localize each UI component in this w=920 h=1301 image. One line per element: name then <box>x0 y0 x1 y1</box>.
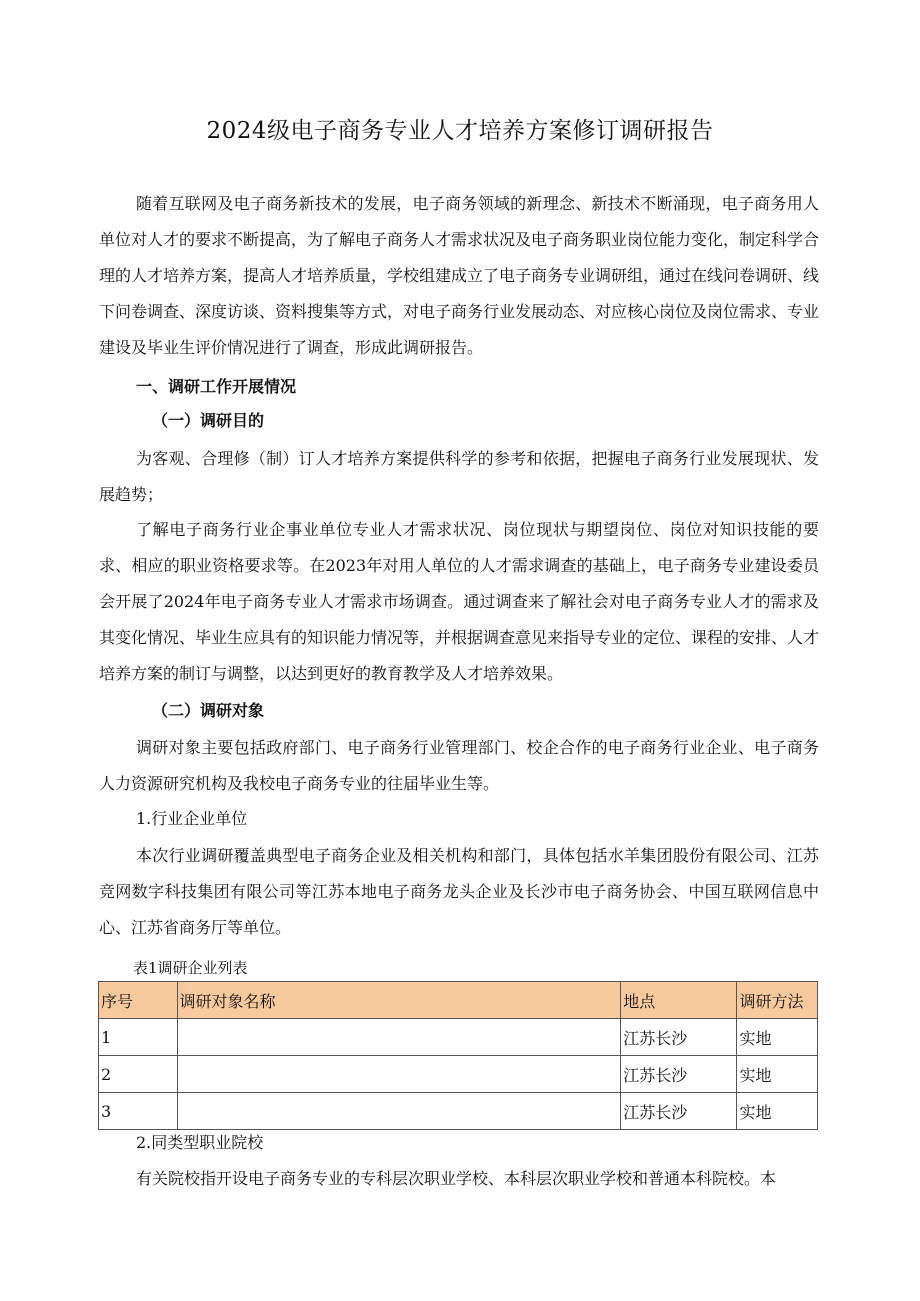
intro-paragraph: 随着互联网及电子商务新技术的发展，电子商务领域的新理念、新技术不断涌现，电子商务用人单位对人才的要求不断提高，为了解电子商务人才需求状况及电子商务职业岗位能力变化，制定科学合理的人才培养方案，提高人才培养质量，学校组建成立了电子商务专业调研组，通过在线问卷调研、线下问卷调查、深度访谈、资料搜集等方式，对电子商务行业发展动态、对应核心岗位及岗位需求、专业建设及毕业生评价情况进行了调查，形成此调研报告。 <box>99 194 820 357</box>
cell-index: 2 <box>99 1056 178 1093</box>
cell-index: 3 <box>99 1093 178 1130</box>
cell-method: 实地 <box>737 1093 818 1130</box>
table-row <box>99 1056 818 1093</box>
cell-location: 江苏长沙 <box>621 1019 737 1056</box>
column-header-index: 序号 <box>99 982 178 1019</box>
item-label-industry: 1.行业企业单位 <box>136 809 248 828</box>
item-label-colleges: 2.同类型职业院校 <box>136 1133 264 1152</box>
table-header-row <box>99 982 818 1019</box>
cell-location: 江苏长沙 <box>621 1093 737 1130</box>
document-title: 2024级电子商务专业人才培养方案修订调研报告 <box>206 118 714 144</box>
subsection-heading-purpose: （一）调研目的 <box>152 411 265 430</box>
survey-enterprise-table <box>98 981 818 1130</box>
cell-index: 1 <box>99 1019 178 1056</box>
cell-name <box>177 1093 621 1130</box>
cell-name <box>177 1056 621 1093</box>
targets-paragraph: 调研对象主要包括政府部门、电子商务行业管理部门、校企合作的电子商务行业企业、电子商务人力资源研究机构及我校电子商务专业的往届毕业生等。 <box>99 738 819 793</box>
cell-location: 江苏长沙 <box>621 1056 737 1093</box>
column-header-name: 调研对象名称 <box>177 982 621 1019</box>
purpose-paragraph-2: 了解电子商务行业企事业单位专业人才需求状况、岗位现状与期望岗位、岗位对知识技能的要求、相应的职业资格要求等。在2023年对用人单位的人才需求调查的基础上，电子商务专业建设委员会开展了2024年电子商务专业人才需求市场调查。通过调查来了解社会对电子商务专业人才的需求及其变化情况、毕业生应具有的知识能力情况等，并根据调查意见来指导专业的定位、课程的安排、人才培养方案的制订与调整，以达到更好的教育教学及人才培养效果。 <box>99 520 820 683</box>
cell-method: 实地 <box>737 1056 818 1093</box>
industry-paragraph: 本次行业调研覆盖典型电子商务企业及相关机构和部门，具体包括水羊集团股份有限公司、江苏竞网数字科技集团有限公司等江苏本地电子商务龙头企业及长沙市电子商务协会、中国互联网信息中心、江苏省商务厅等单位。 <box>99 846 819 937</box>
column-header-method: 调研方法 <box>737 982 818 1019</box>
column-header-location: 地点 <box>621 982 737 1019</box>
table-row <box>99 1093 818 1130</box>
cell-method: 实地 <box>737 1019 818 1056</box>
colleges-paragraph: 有关院校指开设电子商务专业的专科层次职业学校、本科层次职业学校和普通本科院校。本 <box>136 1169 777 1188</box>
table-row <box>99 1019 818 1056</box>
cell-name <box>177 1019 621 1056</box>
section-heading-1: 一、调研工作开展情况 <box>136 377 297 396</box>
purpose-paragraph-1: 为客观、合理修（制）订人才培养方案提供科学的参考和依据，把握电子商务行业发展现状、发展趋势； <box>99 449 819 504</box>
subsection-heading-targets: （二）调研对象 <box>152 701 265 720</box>
table-caption: 表1调研企业列表 <box>133 959 248 977</box>
